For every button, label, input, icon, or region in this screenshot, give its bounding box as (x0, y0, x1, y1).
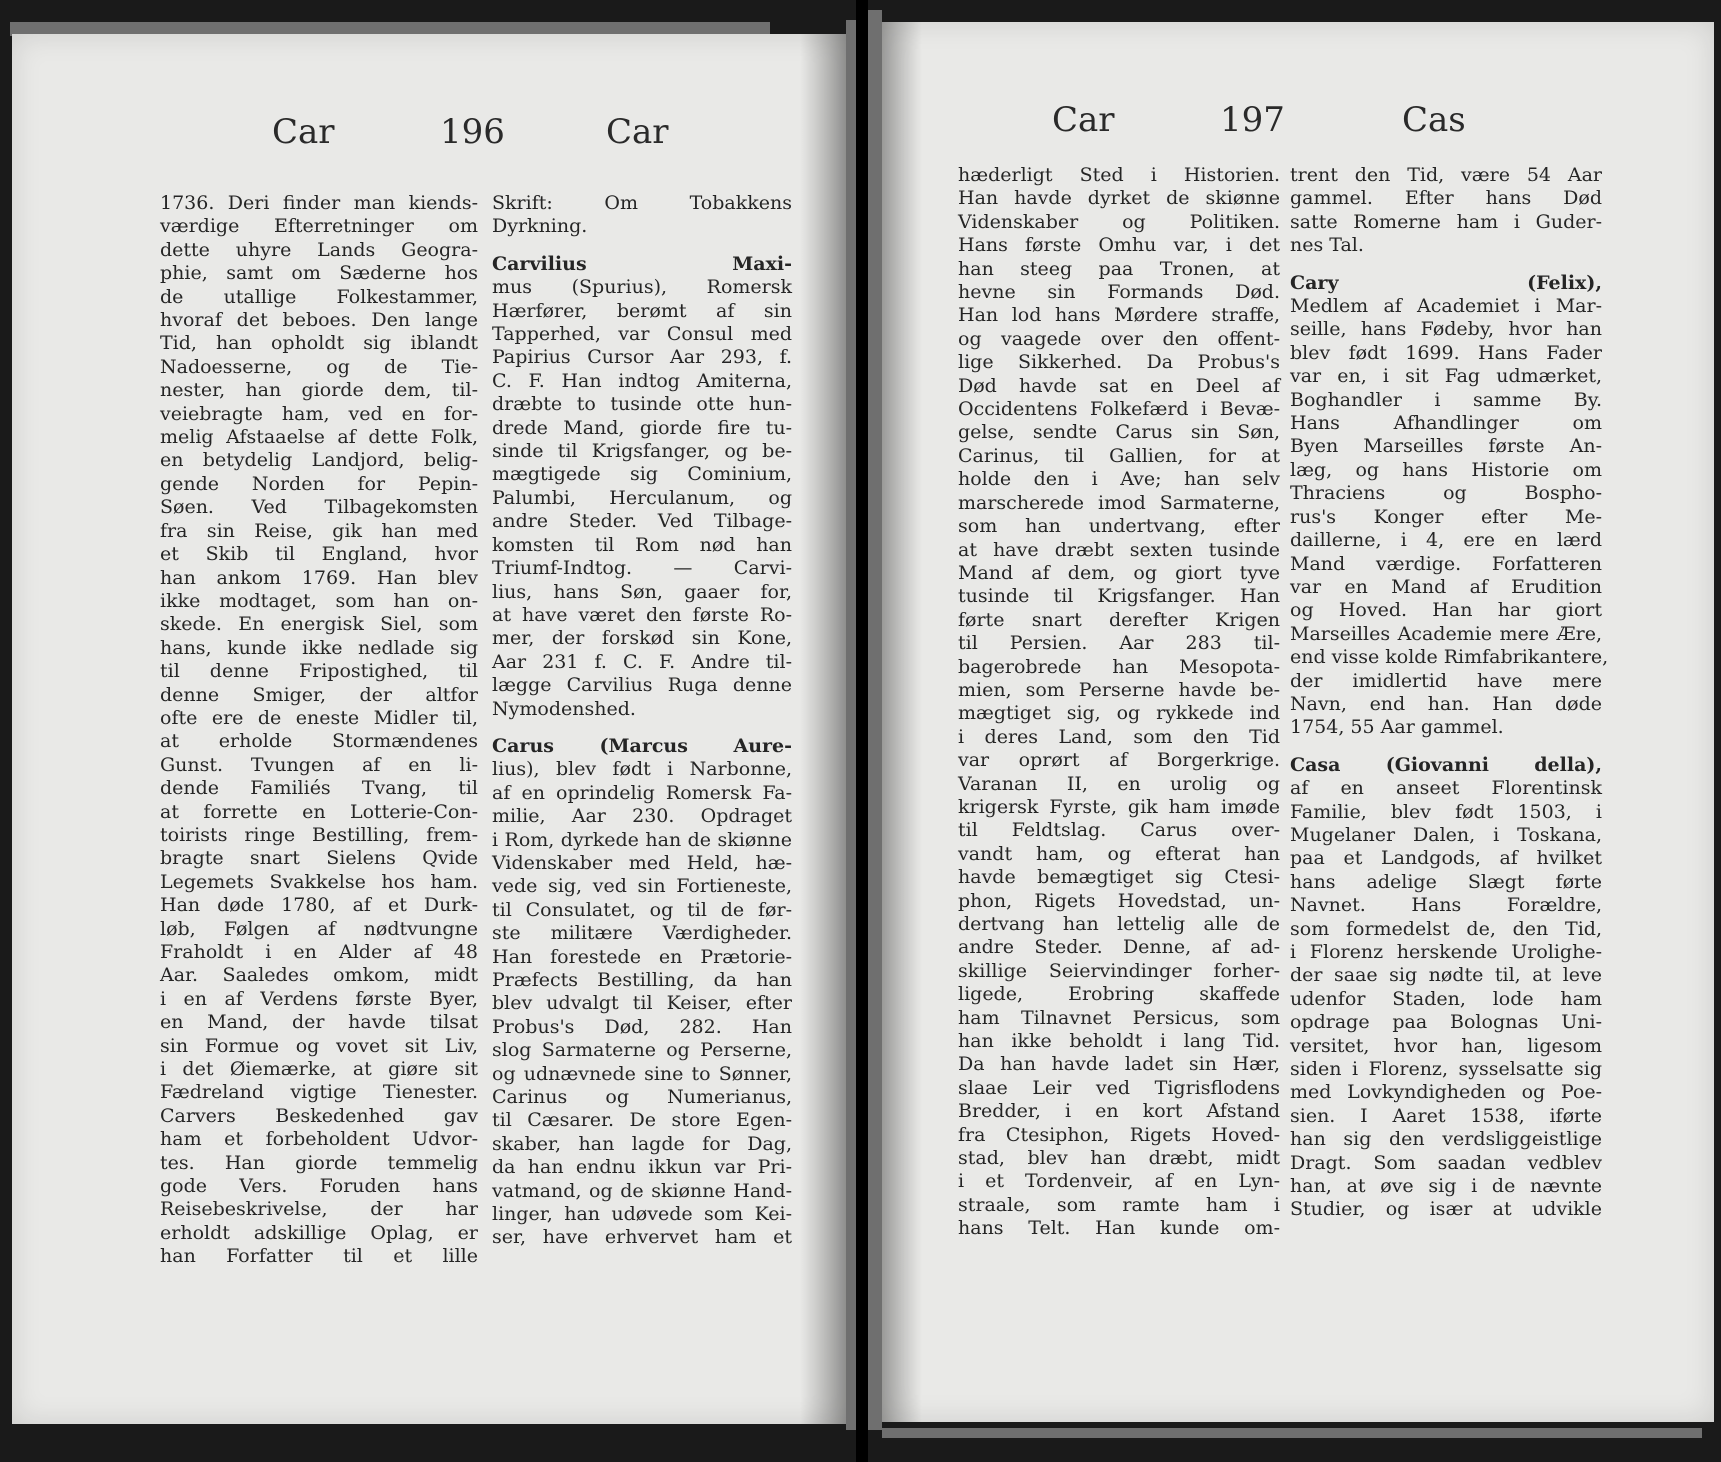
text-line: han Forfatter til et lille (160, 1245, 478, 1268)
text-line: tes. Han giorde temmelig (160, 1151, 478, 1174)
text-line: og vaagede over den offent- (958, 327, 1280, 350)
text-line: han, at øve sig i de nævnte (1290, 1175, 1602, 1198)
running-header-right (882, 100, 1714, 160)
carus-continuation (1290, 164, 1602, 258)
text-line: i deres Land, som den Tid (958, 725, 1280, 748)
text-line: Byen Marseilles første An- (1290, 435, 1602, 458)
text-line: marscherede imod Sarmaterne, (958, 491, 1280, 514)
text-line: til Cæsarer. De store Egen- (492, 1109, 792, 1132)
header-right-word: Cas (1402, 100, 1466, 140)
text-line: Aar 231 f. C. F. Andre til- (492, 650, 792, 673)
text-line: skaber, han lagde for Dag, (492, 1132, 792, 1155)
text-line: skillige Seiervindinger forher- (958, 959, 1280, 982)
text-line: Studier, og især at udvikle (1290, 1198, 1602, 1221)
left-column-1 (160, 192, 478, 1269)
text-line: Mugelaner Dalen, i Toskana, (1290, 823, 1602, 846)
text-line: en betydelig Landjord, belig- (160, 449, 478, 472)
text-line: dertvang han lettelig alle de (958, 913, 1280, 935)
text-line: at forrette en Lotterie-Con- (160, 800, 478, 823)
text-line: Legemets Svakkelse hos ham. (160, 870, 478, 893)
text-line: gelse, sendte Carus sin Søn, (958, 421, 1280, 444)
text-line: Videnskaber og Politiken. (958, 210, 1280, 233)
text-line: Navnet. Hans Forældre, (1290, 894, 1602, 917)
text-line: Tapperhed, var Consul med (492, 323, 792, 346)
text-line: han sig den verdsliggeistlige (1290, 1128, 1602, 1151)
text-line: dette uhyre Lands Geogra- (160, 238, 478, 261)
text-line: Palumbi, Herculanum, og (492, 486, 792, 509)
text-line: Skrift: Om Tobakkens (492, 192, 792, 214)
running-header-left (12, 112, 846, 172)
entry-carvilius (492, 253, 792, 721)
text-line: bragte snart Sielens Qvide (160, 847, 478, 870)
entry-casa (1290, 754, 1602, 1222)
text-line: læg, og hans Historie om (1290, 458, 1602, 481)
text-line: Fraholdt i en Alder af 48 (160, 941, 478, 963)
text-line: andre Steder. Denne, af ad- (958, 936, 1280, 959)
text-line: lige Sikkerhed. Da Probus's (958, 351, 1280, 374)
text-line: Søen. Ved Tilbagekomsten (160, 496, 478, 519)
text-line: mægtigede sig Cominium, (492, 463, 792, 486)
text-line: Marseilles Academie mere Ære, (1290, 622, 1602, 645)
text-line: var en Mand af Erudition (1290, 575, 1602, 598)
left-column-2 (492, 192, 792, 1250)
text-line: 1736. Deri finder man kiends- (160, 192, 478, 214)
text-line: dræbte to tusinde otte hun- (492, 393, 792, 416)
text-line: Carus (Marcus Aure- (492, 734, 792, 757)
text-line: andre Steder. Ved Tilbage- (492, 510, 792, 533)
text-line: Boghandler i samme By. (1290, 388, 1602, 411)
text-line: Mand værdige. Forfatteren (1290, 552, 1602, 575)
text-line: som formedelst de, den Tid, (1290, 917, 1602, 940)
text-line: hevne sin Formands Død. (958, 281, 1280, 304)
text-line: i Rom, dyrkede han de skiønne (492, 828, 792, 851)
entry-cary (1290, 271, 1609, 740)
text-line: havde bemægtiget sig Ctesi- (958, 866, 1280, 889)
text-line: han steeg paa Tronen, at (958, 257, 1280, 280)
text-line: Carvilius Maxi- (492, 252, 792, 275)
text-line: rus's Konger efter Me- (1290, 505, 1602, 528)
page-number: 196 (440, 112, 505, 152)
text-line: hvoraf det beboes. Den lange (160, 309, 478, 332)
text-line: blev født 1699. Hans Fader (1290, 341, 1602, 364)
text-line: gammel. Efter hans Død (1290, 187, 1602, 210)
text-line: af en anseet Florentinsk (1290, 777, 1602, 800)
text-line: erholdt adskillige Oplag, er (160, 1221, 478, 1244)
text-line: til Feldtslag. Carus over- (958, 819, 1280, 842)
text-line: veiebragte ham, ved en for- (160, 402, 478, 425)
text-line: en Mand, der havde tilsat (160, 1011, 478, 1034)
text-line: Hans Afhandlinger om (1290, 412, 1602, 435)
text-line: der saae sig nødte til, at leve (1290, 964, 1602, 987)
text-line: Aar. Saaledes omkom, midt (160, 964, 478, 987)
text-line: ikke modtaget, som han on- (160, 589, 478, 612)
text-line: Familie, blev født 1503, i (1290, 800, 1602, 823)
text-line: drede Mand, giorde fire tu- (492, 416, 792, 439)
text-line: Papirius Cursor Aar 293, f. (492, 346, 792, 369)
text-line: hans Telt. Han kunde om- (958, 1217, 1280, 1240)
header-right-word: Car (606, 112, 669, 152)
text-line: af en oprindelig Romersk Fa- (492, 781, 792, 804)
text-line: hæderligt Sted i Historien. (958, 164, 1280, 186)
text-line: Reisebeskrivelse, der har (160, 1198, 478, 1221)
text-line: mer, der forskød sin Kone, (492, 627, 792, 650)
text-line: 1754, 55 Aar gammel. (1290, 716, 1504, 739)
text-line: vatmand, og de skiønne Hand- (492, 1179, 792, 1202)
text-line: fra sin Reise, gik han med (160, 519, 478, 542)
text-line: lægge Carvilius Ruga denne (492, 674, 792, 697)
text-line: Fædreland vigtige Tienester. (160, 1081, 478, 1104)
text-line: var en, i sit Fag udmærket, (1290, 365, 1602, 388)
text-line: vandt ham, og efterat han (958, 842, 1280, 865)
text-line: bagerobrede han Mesopota- (958, 655, 1280, 678)
text-line: milie, Aar 230. Opdraget (492, 805, 792, 828)
text-line: komsten til Rom nød han (492, 533, 792, 556)
text-line: værdige Efterretninger om (160, 215, 478, 238)
text-line: et Skib til England, hvor (160, 543, 478, 566)
text-line: hans, kunde ikke nedlade sig (160, 636, 478, 659)
text-line: da han endnu ikkun var Pri- (492, 1156, 792, 1179)
text-line: mægtiget sig, og rykkede ind (958, 702, 1280, 725)
text-line: Carvers Beskedenhed gav (160, 1104, 478, 1127)
text-line: Han forestede en Prætorie- (492, 945, 792, 968)
text-line: ham et forbeholdent Udvor- (160, 1128, 478, 1151)
text-line: melig Afstaaelse af dette Folk, (160, 426, 478, 449)
text-line: ofte ere de eneste Midler til, (160, 706, 478, 729)
text-line: og udnævnede sine to Sønner, (492, 1062, 792, 1085)
text-line: trent den Tid, være 54 Aar (1290, 164, 1602, 186)
text-line: hans adelige Slægt førte (1290, 870, 1602, 893)
text-line: der imidlertid have mere (1290, 669, 1602, 692)
text-line: phon, Rigets Hovedstad, un- (958, 889, 1280, 912)
entry-carus (492, 735, 792, 1250)
left-page (12, 34, 846, 1424)
text-line: Carinus og Numerianus, (492, 1086, 792, 1109)
text-line: sinde til Krigsfanger, og be- (492, 440, 792, 463)
text-line: end visse kolde Rimfabrikantere, (1290, 646, 1609, 669)
text-line: Dyrkning. (492, 215, 588, 238)
text-line: sien. I Aaret 1538, iførte (1290, 1104, 1602, 1127)
text-line: Gunst. Tvungen af en li- (160, 753, 478, 776)
text-line: phie, samt om Sæderne hos (160, 262, 478, 285)
text-line: Han havde dyrket de skiønne (958, 187, 1280, 210)
text-line: at have dræbt sexten tusinde (958, 538, 1280, 561)
text-line: i et Tordenveir, af en Lyn- (958, 1170, 1280, 1193)
text-line: C. F. Han indtog Amiterna, (492, 369, 792, 392)
text-line: fra Ctesiphon, Rigets Hoved- (958, 1123, 1280, 1146)
text-line: Nymodenshed. (492, 697, 636, 720)
text-line: Mand af dem, og giort tyve (958, 561, 1280, 584)
text-line: holde den i Ave; han selv (958, 468, 1280, 491)
text-line: Varanan II, en urolig og (958, 772, 1280, 795)
text-line: skede. En energisk Siel, som (160, 613, 478, 636)
text-line: opdrage paa Bolognas Uni- (1290, 1011, 1602, 1034)
text-line: Hans første Omhu var, i det (958, 234, 1280, 257)
text-line: han ikke beholdt i lang Tid. (958, 1030, 1280, 1053)
right-page (882, 22, 1714, 1422)
text-line: Død havde sat en Deel af (958, 374, 1280, 397)
text-line: ser, have erhvervet ham et (492, 1226, 792, 1249)
text-line: gende Norden for Pepin- (160, 472, 478, 495)
text-line: lius, hans Søn, gaaer for, (492, 580, 792, 603)
header-left-word: Car (1052, 100, 1115, 140)
text-line: gode Vers. Foruden hans (160, 1175, 478, 1198)
text-line: seille, hans Fødeby, hvor han (1290, 318, 1602, 341)
text-line: Han døde 1780, af et Durk- (160, 894, 478, 917)
text-line: til Persien. Aar 283 til- (958, 632, 1280, 655)
text-line: løb, Følgen af nødtvungne (160, 917, 478, 940)
left-page-scan (0, 0, 856, 1462)
text-line: stad, blev han dræbt, midt (958, 1147, 1280, 1170)
text-line: til Consulatet, og til de før- (492, 898, 792, 921)
text-line: blev udvalgt til Keiser, efter (492, 992, 792, 1015)
text-line: slog Sarmaterne og Perserne, (492, 1039, 792, 1062)
text-line: i Florenz herskende Urolighe- (1290, 941, 1602, 963)
header-left-word: Car (272, 112, 335, 152)
text-line: Da han havde ladet sin Hær, (958, 1053, 1280, 1076)
text-line: han ankom 1769. Han blev (160, 566, 478, 589)
text-line: tusinde til Krigsfanger. Han (958, 585, 1280, 608)
text-line: Bredder, i en kort Afstand (958, 1100, 1280, 1123)
page-edge-side (868, 10, 882, 1430)
text-line: udenfor Staden, lode ham (1290, 987, 1602, 1010)
text-line: Carinus, til Gallien, for at (958, 444, 1280, 467)
text-line: dende Familiés Tvang, til (160, 777, 478, 800)
text-line: Navn, end han. Han døde (1290, 692, 1602, 715)
text-line: Hærfører, berømt af sin (492, 299, 792, 322)
gutter-shadow (882, 22, 922, 1422)
text-line: Triumf-Indtog. — Carvi- (492, 557, 792, 580)
text-line: satte Romerne ham i Guder- (1290, 210, 1602, 233)
page-edge-bottom (882, 1428, 1702, 1438)
text-line: at have været den første Ro- (492, 603, 792, 626)
text-line: at erholde Stormændenes (160, 730, 478, 753)
text-line: denne Smiger, der altfor (160, 683, 478, 706)
text-line: Thraciens og Bospho- (1290, 482, 1602, 505)
text-line: Dragt. Som saadan vedblev (1290, 1151, 1602, 1174)
page-edge-side (846, 20, 856, 1430)
text-line: Cary (Felix), (1290, 271, 1602, 294)
text-line: i en af Verdens første Byer, (160, 987, 478, 1010)
text-line: versitet, hvor han, ligesom (1290, 1034, 1602, 1057)
text-line: Præfects Bestilling, da han (492, 969, 792, 991)
text-line: ham Tilnavnet Persicus, som (958, 1006, 1280, 1029)
text-line: Casa (Giovanni della), (1290, 753, 1602, 776)
text-line: siden i Florenz, sysselsatte sig (1290, 1058, 1602, 1081)
text-line: de utallige Folkestammer, (160, 285, 478, 308)
text-line: Videnskaber med Held, hæ- (492, 851, 792, 874)
text-line: Han lod hans Mørdere straffe, (958, 304, 1280, 327)
text-line: sin Formue og vovet sit Liv, (160, 1034, 478, 1057)
text-line: daillerne, i 4, ere en lærd (1290, 529, 1602, 552)
text-line: Medlem af Academiet i Mar- (1290, 295, 1602, 318)
text-line: paa et Landgods, af hvilket (1290, 847, 1602, 870)
text-line: Nadoesserne, og de Tie- (160, 355, 478, 378)
text-line: med Lovkyndigheden og Poe- (1290, 1081, 1602, 1104)
text-line: mien, som Perserne havde be- (958, 678, 1280, 701)
text-line: var oprørt af Borgerkrige. (958, 749, 1280, 772)
carver-continuation (492, 192, 792, 239)
text-line: mus (Spurius), Romersk (492, 276, 792, 299)
text-line: nes Tal. (1290, 234, 1364, 257)
text-line: og Hoved. Han har giort (1290, 599, 1602, 622)
text-line: førte snart derefter Krigen (958, 608, 1280, 631)
text-line: linger, han udøvede som Kei- (492, 1203, 792, 1226)
text-line: Tid, han opholdt sig iblandt (160, 332, 478, 355)
text-line: slaae Leir ved Tigrisflodens (958, 1076, 1280, 1099)
text-line: toirists ringe Bestilling, frem- (160, 823, 478, 846)
text-line: ligede, Erobring skaffede (958, 983, 1280, 1006)
text-line: Probus's Død, 282. Han (492, 1015, 792, 1038)
gutter-shadow (800, 34, 846, 1424)
text-line: i det Øiemærke, at giøre sit (160, 1058, 478, 1081)
text-line: lius), blev født i Narbonne, (492, 758, 792, 781)
right-page-scan (868, 0, 1721, 1462)
text-line: som han undertvang, efter (958, 515, 1280, 538)
text-line: straale, som ramte ham i (958, 1193, 1280, 1216)
text-line: nester, han giorde dem, til- (160, 379, 478, 402)
text-line: krigersk Fyrste, gik ham imøde (958, 795, 1280, 818)
text-line: ste militære Værdigheder. (492, 922, 792, 945)
page-number: 197 (1220, 100, 1285, 140)
text-line: til denne Fripostighed, til (160, 660, 478, 683)
text-line: Occidentens Folkefærd i Bevæ- (958, 398, 1280, 421)
right-column-1 (958, 164, 1280, 1241)
text-line: vede sig, ved sin Fortieneste, (492, 875, 792, 898)
right-column-2 (1290, 164, 1609, 1222)
